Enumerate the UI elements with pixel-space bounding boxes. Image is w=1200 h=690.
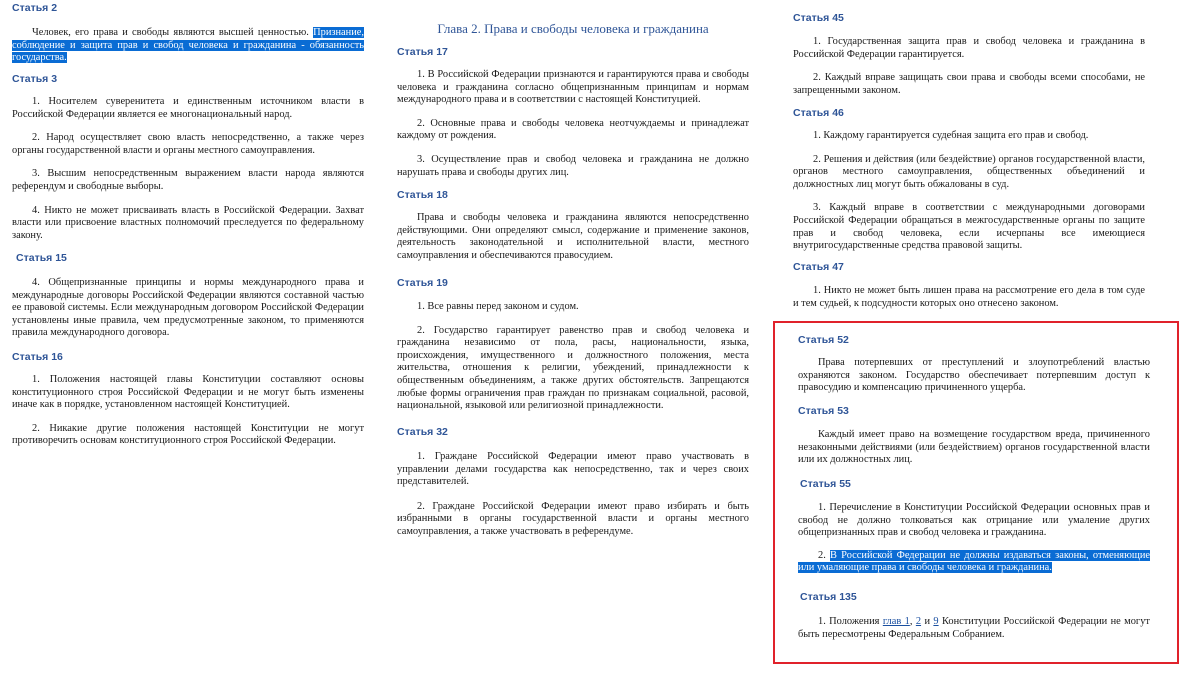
article-17 <box>397 46 749 179</box>
article-paragraph[interactable]: 2. Граждане Российской Федерации имеют право избирать и быть избранными в органы государственной власти и органы местного самоуправления, а также участвовать в референдуме. <box>397 500 749 537</box>
selected-text[interactable]: Признание, соблюдение и защита прав и свобод человека и гражданина - обязанность государства. <box>12 27 364 64</box>
article-46 <box>793 107 1145 253</box>
article-paragraph[interactable]: 3. Каждый вправе в соответствии с международными договорами Российской Федерации обращаться в межгосударственные органы по защите прав и свобод человека, если исчерпаны все имеющиеся внутригосударственные средства правовой защиты. <box>793 202 1145 252</box>
article-paragraph[interactable]: 3. Осуществление прав и свобод человека и гражданина не должно нарушать права и свободы других лиц. <box>397 153 749 178</box>
article-paragraph[interactable]: 4. Общепризнанные принципы и нормы международного права и международные договоры Российской Федерации являются составной частью ее правовой системы. Если международным договором Российской Федерации установлены иные правила, чем предусмотренные законом, то применяются правила международного договора. <box>12 277 364 339</box>
article-paragraph[interactable]: 4. Никто не может присваивать власть в Российской Федерации. Захват власти или присвоение властных полномочий преследуется по федеральному закону. <box>12 204 364 241</box>
article-paragraph[interactable]: 3. Высшим непосредственным выражением власти народа являются референдум и свободные выборы. <box>12 168 364 192</box>
article-heading: Статья 52 <box>798 334 849 346</box>
article-paragraph[interactable]: 1. Положения настоящей главы Конституции составляют основы конституционного строя Российской Федерации и не могут быть изменены иначе как в порядке, установленном настоящей Конституцией. <box>12 374 364 411</box>
article-45 <box>793 12 1145 97</box>
chapter-9-link[interactable]: 9 <box>933 616 939 627</box>
article-paragraph[interactable] <box>12 27 364 65</box>
article-heading: Статья 18 <box>397 189 448 201</box>
article-47 <box>793 261 1145 310</box>
article-heading: Статья 135 <box>800 591 857 603</box>
article-heading: Статья 53 <box>798 405 849 417</box>
article-paragraph[interactable]: 1. Никто не может быть лишен права на рассмотрение его дела в том суде и тем судьей, к подсудности которых оно отнесено законом. <box>793 285 1145 309</box>
article-55 <box>798 478 1150 575</box>
chapter-2-link[interactable]: 2 <box>915 616 922 627</box>
article-heading: Статья 45 <box>793 12 844 24</box>
article-16 <box>12 351 364 448</box>
article-paragraph[interactable]: 2. Народ осуществляет свою власть непосредственно, а также через органы государственной власти и органы местного самоуправления. <box>12 132 364 156</box>
article-paragraph[interactable]: 1. Все равны перед законом и судом. <box>417 301 579 312</box>
article-heading: Статья 3 <box>12 73 58 85</box>
chapter-title: Глава 2. Права и свободы человека и гражданина <box>437 21 709 36</box>
article-paragraph[interactable]: Каждый имеет право на возмещение государством вреда, причиненного незаконными действиями (или бездействием) органов государственной власти или их должностных лиц. <box>798 429 1150 466</box>
paragraph-text: Человек, его права и свободы являются высшей ценностью. <box>32 27 309 38</box>
article-paragraph[interactable]: Права и свободы человека и гражданина являются непосредственно действующими. Они определяют смысл, содержание и применение законов, деятельность законодательной и исполнительной власти, местного самоуправления и обеспечиваются правосудием. <box>397 212 749 261</box>
article-paragraph[interactable]: 1. Каждому гарантируется судебная защита его прав и свобод. <box>813 130 1089 141</box>
article-heading: Статья 47 <box>793 261 844 273</box>
article-heading: Статья 19 <box>397 277 448 289</box>
article-paragraph[interactable]: Права потерпевших от преступлений и злоупотреблений властью охраняются законом. Государство обеспечивает потерпевшим доступ к правосудию и компенсацию причиненного ущерба. <box>798 357 1150 394</box>
chapter-1-link[interactable]: глав 1 <box>882 616 910 627</box>
article-heading: Статья 15 <box>16 252 67 264</box>
article-heading: Статья 46 <box>793 107 844 119</box>
paragraph-text: Конституции Российской Федерации не могут быть пересмотрены Федеральным Собранием. <box>798 616 1150 640</box>
paragraph-number: 2. <box>818 549 826 561</box>
paragraph-text: 1. Положения <box>818 616 880 627</box>
article-paragraph[interactable]: 1. Государственная защита прав и свобод человека и гражданина в Российской Федерации гарантируется. <box>793 36 1145 60</box>
article-heading: Статья 16 <box>12 351 63 363</box>
article-2 <box>12 2 364 65</box>
article-paragraph[interactable]: 2. Государство гарантирует равенство прав и свобод человека и гражданина независимо от пола, расы, национальности, языка, происхождения, имущественного и должностного положения, места жительства, отношения к религии, убеждений, принадлежности к общественным объединениям, а также других обстоятельств. Запрещаются любые формы ограничения прав граждан по признакам социальной, расовой, национальной, языковой или религиозной принадлежности. <box>397 324 749 412</box>
article-paragraph[interactable]: 1. В Российской Федерации признаются и гарантируются права и свободы человека и гражданина согласно общепризнанным принципам и нормам международного права и в соответствии с настоящей Конституцией. <box>397 69 749 106</box>
article-paragraph[interactable]: 2. Решения и действия (или бездействие) органов государственной власти, органов местного самоуправления, общественных объединений и должностных лиц могут быть обжалованы в суд. <box>793 153 1145 190</box>
article-135 <box>798 591 1150 641</box>
article-52 <box>798 334 1150 395</box>
article-paragraph[interactable]: 1. Граждане Российской Федерации имеют право участвовать в управлении делами государства как непосредственно, так и через своих представителей. <box>397 451 749 488</box>
article-paragraph[interactable]: 1. Носителем суверенитета и единственным источником власти в Российской Федерации является ее многонациональный народ. <box>12 96 364 120</box>
article-heading: Статья 2 <box>12 2 58 14</box>
article-15 <box>12 252 364 340</box>
article-heading: Статья 32 <box>397 426 448 438</box>
article-paragraph[interactable]: 2. Каждый вправе защищать свои права и свободы всеми способами, не запрещенными законом. <box>793 72 1145 96</box>
article-heading: Статья 17 <box>397 46 448 58</box>
separator: , <box>909 616 913 627</box>
article-3 <box>12 73 364 242</box>
article-32 <box>397 426 749 539</box>
conjunction: и <box>924 616 930 627</box>
selected-text[interactable]: В Российской Федерации не должны издаваться законы, отменяющие или умаляющие права и свободы человека и гражданина. <box>798 549 1150 574</box>
article-paragraph[interactable]: 1. Перечисление в Конституции Российской Федерации основных прав и свобод не должно толковаться как отрицание или умаление других общепризнанных прав и свобод человека и гражданина. <box>798 502 1150 539</box>
article-paragraph[interactable] <box>798 616 1150 641</box>
article-paragraph[interactable] <box>798 550 1150 575</box>
article-18 <box>397 189 749 262</box>
article-paragraph[interactable]: 2. Основные права и свободы человека неотчуждаемы и принадлежат каждому от рождения. <box>397 117 749 142</box>
article-53 <box>798 405 1150 467</box>
chapter-2 <box>397 21 749 37</box>
article-heading: Статья 55 <box>800 478 851 490</box>
article-paragraph[interactable]: 2. Никакие другие положения настоящей Конституции не могут противоречить основам конституционного строя Российской Федерации. <box>12 422 364 447</box>
article-19 <box>397 277 749 413</box>
